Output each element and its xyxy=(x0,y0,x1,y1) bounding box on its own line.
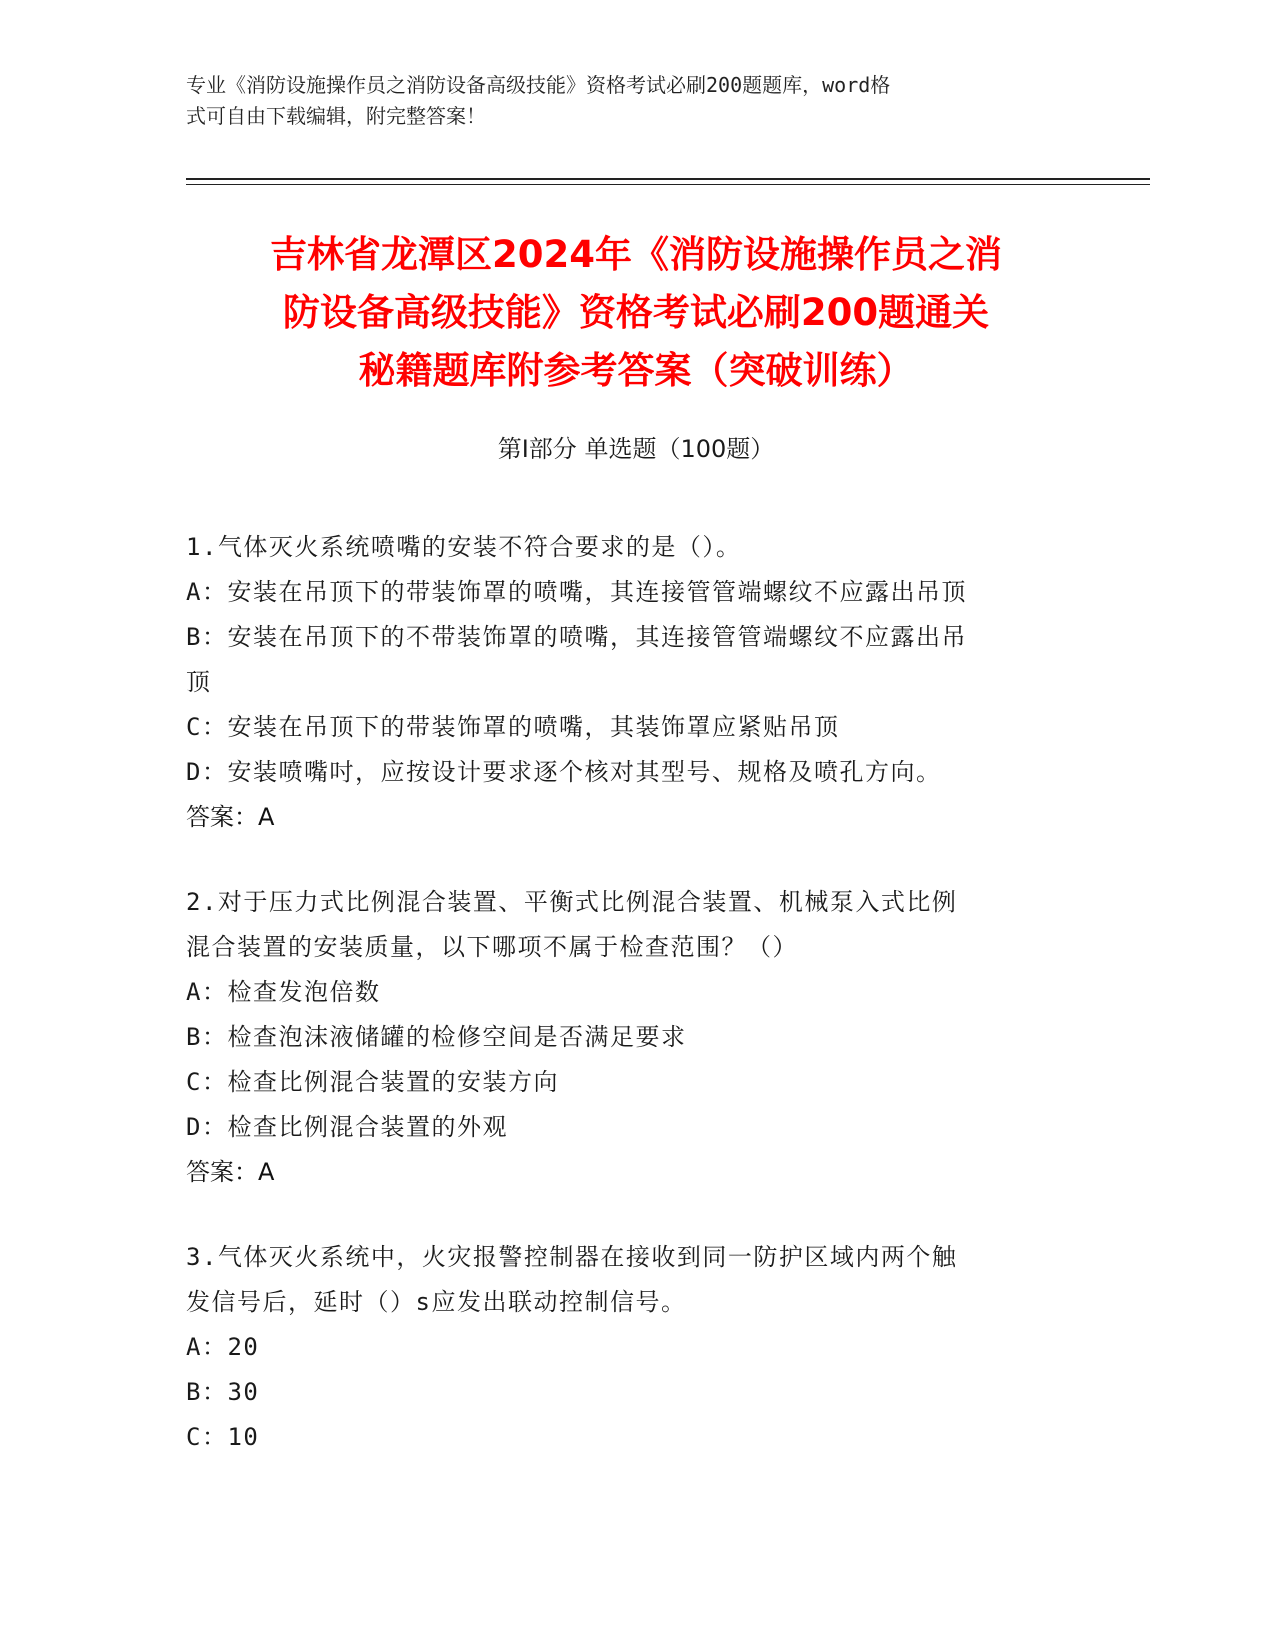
question-stem: 1.气体灭火系统喷嘴的安装不符合要求的是（）。 xyxy=(186,533,742,561)
section-title: 第Ⅰ部分 单选题（100题） xyxy=(497,435,775,463)
option-b: B：检查泡沫液储罐的检修空间是否满足要求 xyxy=(186,1023,687,1051)
question-list xyxy=(186,525,1066,1500)
question-2 xyxy=(186,880,1066,1195)
option-a: A：20 xyxy=(186,1333,260,1361)
answer: 答案：A xyxy=(186,1158,275,1186)
option-b: B：安装在吊顶下的不带装饰罩的喷嘴，其连接管管端螺纹不应露出吊 xyxy=(186,623,967,651)
answer: 答案：A xyxy=(186,803,275,831)
question-1 xyxy=(186,525,1066,840)
question-stem-continued: 混合装置的安装质量，以下哪项不属于检查范围？（） xyxy=(186,933,798,961)
option-a: A：检查发泡倍数 xyxy=(186,978,381,1006)
question-stem: 3.气体灭火系统中，火灾报警控制器在接收到同一防护区域内两个触 xyxy=(186,1243,958,1271)
page-header xyxy=(186,70,1076,132)
question-stem: 2.对于压力式比例混合装置、平衡式比例混合装置、机械泵入式比例 xyxy=(186,888,958,916)
document-title xyxy=(186,226,1086,400)
header-line-1: 专业《消防设施操作员之消防设备高级技能》资格考试必刷200题题库，word格 xyxy=(186,73,891,97)
option-b: B：30 xyxy=(186,1378,260,1406)
title-line-1: 吉林省龙潭区2024年《消防设施操作员之消 xyxy=(270,233,1002,276)
title-line-2: 防设备高级技能》资格考试必刷200题通关 xyxy=(282,291,990,334)
option-b-continued: 顶 xyxy=(186,668,212,696)
option-d: D：安装喷嘴吋，应按设计要求逐个核对其型号、规格及喷孔方向。 xyxy=(186,758,942,786)
option-c: C：10 xyxy=(186,1423,260,1451)
question-stem-continued: 发信号后，延时（）s应发出联动控制信号。 xyxy=(186,1288,687,1316)
question-3 xyxy=(186,1235,1066,1460)
header-divider-thin xyxy=(186,184,1150,185)
option-c: C：安装在吊顶下的带装饰罩的喷嘴，其装饰罩应紧贴吊顶 xyxy=(186,713,840,741)
header-divider-thick xyxy=(186,178,1150,180)
option-a: A：安装在吊顶下的带装饰罩的喷嘴，其连接管管端螺纹不应露出吊顶 xyxy=(186,578,967,606)
header-line-2: 式可自由下载编辑，附完整答案！ xyxy=(186,104,486,128)
option-c: C：检查比例混合装置的安装方向 xyxy=(186,1068,559,1096)
title-line-3: 秘籍题库附参考答案（突破训练） xyxy=(358,349,914,392)
option-d: D：检查比例混合装置的外观 xyxy=(186,1113,508,1141)
